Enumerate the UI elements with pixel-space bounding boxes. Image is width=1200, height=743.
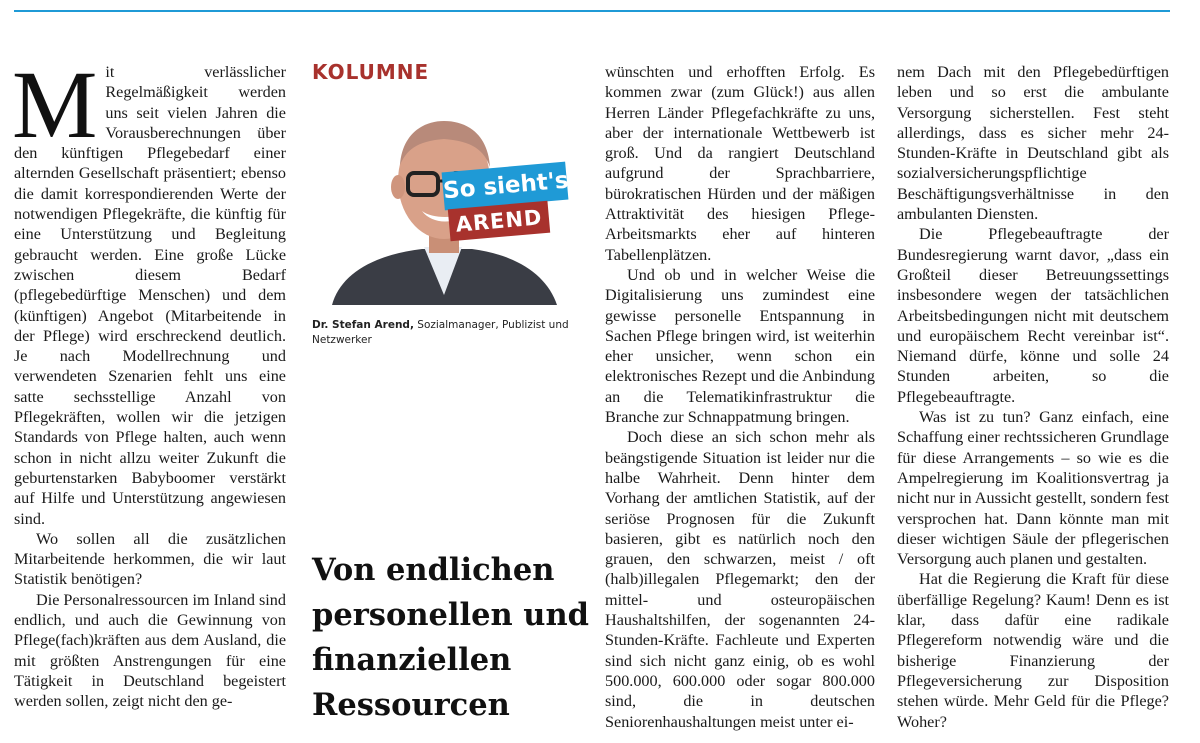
article-paragraph: Doch diese an sich schon mehr als beängstigende Situation ist leider nur die halbe Wahrheit. Denn hinter dem Vorhang der amtlichen Statistik, auf der seriöse Prognosen für die Zukunft basieren, gibt es natürlich noch den grauen, den schwarzen, meist / oft (halb)illegalen Pflegemarkt; den der mittel- und osteuropäischen Haushaltshilfen, der sogenannten 24-Stunden-Kräfte. Fachleute und Experten sind sich nicht ganz einig, ob es wohl 500.000, 600.000 oder sogar 800.000 sind, die in deutschen Seniorenhaushaltungen meist unter ei- bbox=[605, 428, 875, 731]
headline-line: personellen und bbox=[312, 597, 589, 633]
article-paragraph: Hat die Regierung die Kraft für diese überfällige Regelung? Kaum! Denn es ist klar, dass dafür eine radikale Pflegereform notwendig wäre und die bisherige Finanzierung der Pflegeversicherung zur Disposition stehen würde. Mehr Geld für die Pflege? Woher? bbox=[897, 570, 1169, 731]
photo-caption bbox=[312, 318, 582, 348]
column-badge-line2: AREND bbox=[448, 201, 550, 242]
article-paragraph: Die Pflegebeauftragte der Bundesregierung warnt davor, „dass ein Großteil dieser Betreuungssettings insbesondere wegen der tatsächlichen Arbeitsbedingungen nicht mit deutschem und europäischem Recht vereinbar ist“. Niemand dürfe, könne und solle 24 Stunden arbeiten, so die Pflegebeauftragte. bbox=[897, 225, 1169, 406]
column-kicker: KOLUMNE bbox=[312, 60, 430, 84]
article-paragraph: Und ob und in welcher Weise die Digitalisierung uns zumindest eine gewisse personelle Entspannung in Sachen Pflege bringen wird, ist weiterhin eher unsicher, wenn schon ein elektronisches Rezept und die Anbindung an die Telematikinfrastruktur die Branche zur Schnappatmung bringen. bbox=[605, 265, 875, 427]
drop-cap: M bbox=[12, 51, 98, 158]
headline-line: Von endlichen bbox=[312, 552, 555, 588]
top-rule bbox=[14, 10, 1170, 12]
article-paragraph bbox=[12, 51, 286, 529]
paragraph-text: it verlässlicher Regelmäßigkeit werden uns seit vielen Jahren die Vorausberechnungen über den künftigen Pflegebedarf einer alternden Gesellschaft präsentiert; ebenso die damit korrespondierenden Werte der notwendigen Pflegekräfte, die künftig für eine Unterstützung und Begleitung gebraucht werden. Eine große Lücke zwischen diesem Bedarf (pflegebedürftige Menschen) und dem (künftigen) Angebot (Mitarbeitende in der Pflege) wird erschreckend deutlich. Je nach Modellrechnung und verwendeten Szenarien fehlt uns eine satte sechsstellige Anzahl von Pflegekräften, wollen wir die jetzigen Standards von Pflege halten, auch wenn schon in nicht allzu weiter Zukunft die geburtenstarken Babyboomer verstärkt auf Hilfe und Unterstützung angewiesen sind. bbox=[14, 63, 286, 528]
article-paragraph: wünschten und erhofften Erfolg. Es kommen zwar (zum Glück!) aus allen Herren Länder Pflegefachkräfte zu uns, aber der internationale Wettbewerb ist groß. Und da rangiert Deutschland aufgrund der Sprachbarriere, bürokratischen Hürden und der mäßigen Attraktivität des hiesigen Pflege-Arbeitsmarkts eher auf hinteren Tabellenplätzen. bbox=[605, 63, 875, 264]
article-column-4 bbox=[897, 62, 1169, 732]
caption-name: Dr. Stefan Arend, bbox=[312, 319, 414, 331]
article-paragraph: Wo sollen all die zusätzlichen Mitarbeitende herkommen, die wir laut Statistik benötigen? bbox=[14, 529, 286, 589]
headline-line: Ressourcen bbox=[312, 687, 510, 723]
article-paragraph: Was ist zu tun? Ganz einfach, eine Schaffung einer rechtssicheren Grundlage für diese Arrangements – so wie es die Ampelregierung im Koalitionsvertrag ja nicht nur in Aussicht gestellt, sondern fest versprochen hat. Dann könnte man mit dieser wichtigen Säule der pflegerischen Versorgung auch planen und gestalten. bbox=[897, 408, 1170, 569]
article-paragraph: Die Personalressourcen im Inland sind endlich, und auch die Gewinnung von Pflege(fach)kräften aus dem Ausland, die mit größten Anstrengungen für eine Tätigkeit in Deutschland begeistert werden sollen, zeigt nicht den ge- bbox=[14, 590, 286, 711]
caption-role: Sozialmanager, Publizist und Netzwerker bbox=[312, 319, 569, 346]
article-column-3 bbox=[605, 62, 875, 732]
article-paragraph: nem Dach mit den Pflegebedürftigen leben und so erst die ambulante Versorgung sicherstellen. Fest steht allerdings, dass es sicher mehr 24-Stunden-Kräfte in Deutschland gibt als sozialversicherungspflichtige Beschäftigungsverhältnisse in den ambulanten Diensten. bbox=[897, 63, 1169, 224]
headline-line: finanziellen bbox=[312, 642, 512, 678]
article-column-1 bbox=[12, 51, 286, 712]
column-badge-line1: So sieht's bbox=[442, 162, 569, 211]
article-headline bbox=[312, 548, 592, 728]
